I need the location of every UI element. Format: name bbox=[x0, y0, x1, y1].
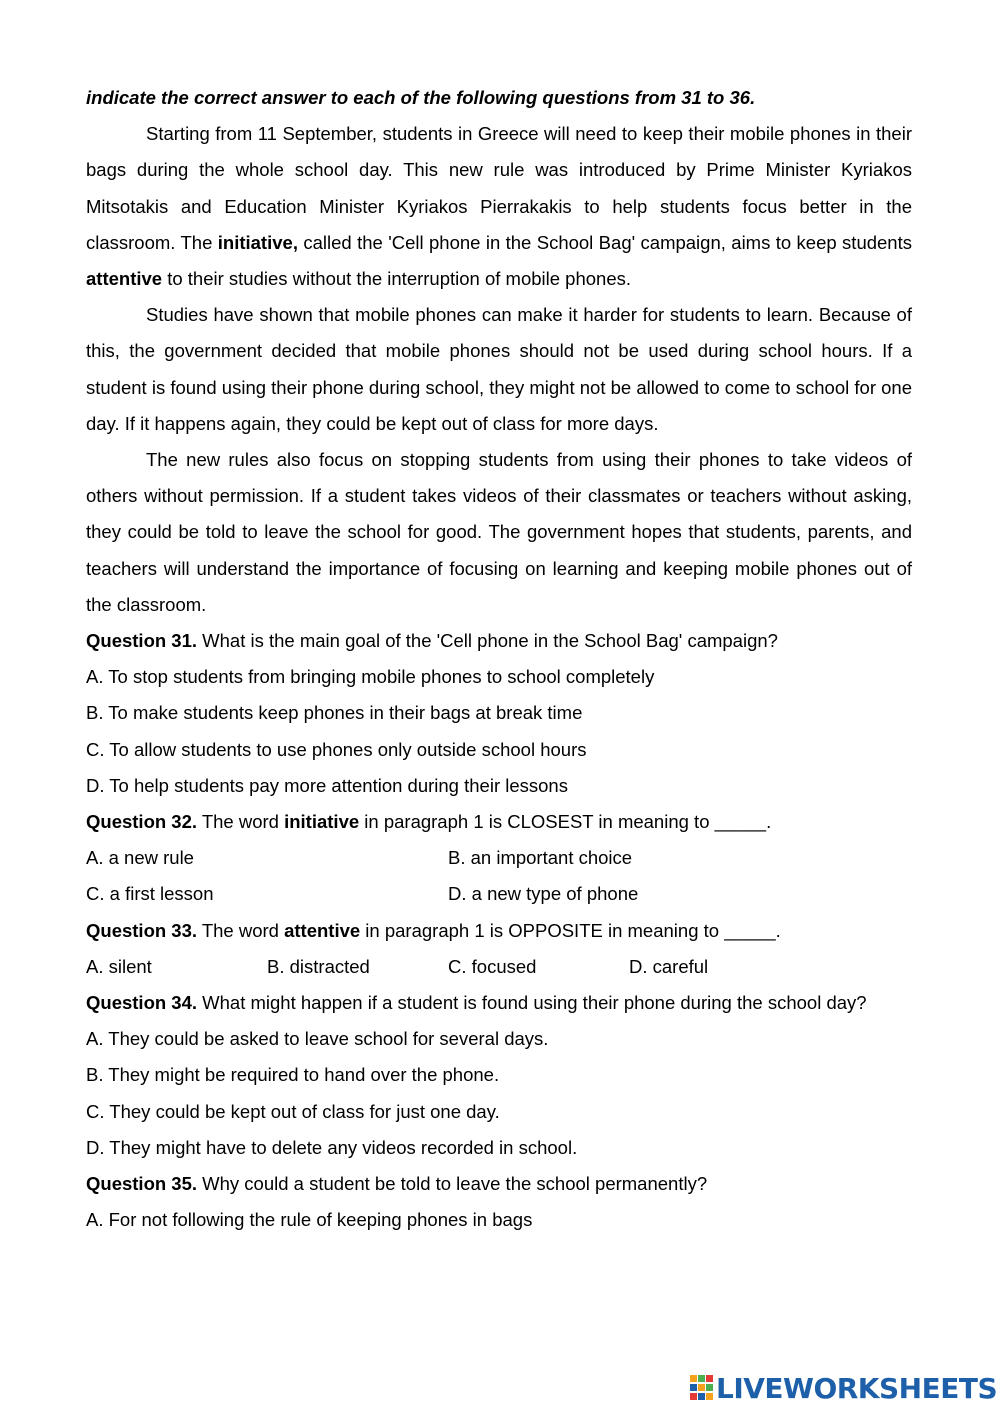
paragraph-1-text-a: Starting from 11 September, students in Greece will need to keep their mobile phones in their bags during the whole school day. This new rule was introduced by Prime Minister Kyriakos Mitsotakis and Education Minister Kyriakos Pierrakakis to help students focus better in the classroom. The bbox=[86, 123, 912, 253]
liveworksheets-logo bbox=[690, 1372, 997, 1404]
question-34 bbox=[86, 985, 912, 1021]
question-34-option-c[interactable]: C. They could be kept out of class for just one day. bbox=[86, 1100, 500, 1122]
question-31-option-b[interactable]: B. To make students keep phones in their bags at break time bbox=[86, 702, 583, 724]
question-32-option-b[interactable]: B. an important choice bbox=[448, 847, 633, 869]
paragraph-2-text: Studies have shown that mobile phones can make it harder for students to learn. Because of this, the government decided that mobile phones should not be used during school hours. If a student is found using their phone during school, they might not be allowed to come to school for one day. If it happens again, they could be kept out of class for more days. bbox=[86, 304, 912, 434]
question-32-options-row-1 bbox=[86, 840, 912, 876]
question-35 bbox=[86, 1166, 912, 1202]
question-35-option-a[interactable]: A. For not following the rule of keeping phones in bags bbox=[86, 1209, 533, 1231]
question-32-option-d[interactable]: D. a new type of phone bbox=[448, 883, 639, 905]
question-34-option-a[interactable]: A. They could be asked to leave school for several days. bbox=[86, 1028, 549, 1050]
question-33 bbox=[86, 913, 912, 949]
question-33-option-c[interactable]: C. focused bbox=[448, 955, 537, 977]
paragraph-1-text-b: called the 'Cell phone in the School Bag' campaign, aims to keep students bbox=[297, 231, 912, 253]
question-33-option-a[interactable]: A. silent bbox=[86, 955, 152, 977]
question-33-option-d[interactable]: D. careful bbox=[629, 955, 709, 977]
question-31-label: Question 31. bbox=[86, 630, 198, 652]
question-33-text-pre: The word bbox=[197, 919, 285, 941]
question-31 bbox=[86, 623, 912, 659]
question-31-option-a[interactable]: A. To stop students from bringing mobile phones to school completely bbox=[86, 666, 655, 688]
question-33-options-row bbox=[86, 949, 912, 985]
question-35-label: Question 35. bbox=[86, 1173, 198, 1195]
question-32-option-a[interactable]: A. a new rule bbox=[86, 847, 194, 869]
question-34-text: What might happen if a student is found using their phone during the school day? bbox=[197, 992, 867, 1014]
liveworksheets-logo-icon bbox=[690, 1375, 714, 1401]
passage-paragraph-2 bbox=[86, 297, 912, 442]
liveworksheets-logo-text: LIVEWORKSHEETS bbox=[716, 1371, 998, 1405]
question-32-label: Question 32. bbox=[86, 811, 198, 833]
question-34-option-b[interactable]: B. They might be required to hand over the phone. bbox=[86, 1064, 500, 1086]
question-33-text-post: in paragraph 1 is OPPOSITE in meaning to _____. bbox=[360, 919, 781, 941]
question-31-text: What is the main goal of the 'Cell phone in the School Bag' campaign? bbox=[197, 630, 778, 652]
question-32-word: initiative bbox=[284, 811, 360, 833]
question-33-word: attentive bbox=[284, 919, 361, 941]
passage-paragraph-1 bbox=[86, 116, 912, 297]
question-32-options-row-2 bbox=[86, 876, 912, 912]
question-32-option-c[interactable]: C. a first lesson bbox=[86, 883, 214, 905]
question-33-label: Question 33. bbox=[86, 919, 198, 941]
question-32 bbox=[86, 804, 912, 840]
question-34-label: Question 34. bbox=[86, 992, 198, 1014]
question-32-text-post: in paragraph 1 is CLOSEST in meaning to _____. bbox=[359, 811, 772, 833]
paragraph-1-bold-initiative: initiative, bbox=[217, 231, 298, 253]
paragraph-3-text: The new rules also focus on stopping students from using their phones to take videos of others without permission. If a student takes videos of their classmates or teachers without asking, they could be told to leave the school for good. The government hopes that students, parents, and teachers will understand the importance of focusing on learning and keeping mobile phones out of the classroom. bbox=[86, 449, 912, 615]
paragraph-1-bold-attentive: attentive bbox=[86, 268, 163, 290]
question-32-text-pre: The word bbox=[197, 811, 285, 833]
question-35-text: Why could a student be told to leave the school permanently? bbox=[197, 1173, 708, 1195]
instruction-heading: indicate the correct answer to each of the following questions from 31 to 36. bbox=[86, 87, 756, 108]
question-31-option-c[interactable]: C. To allow students to use phones only outside school hours bbox=[86, 738, 587, 760]
passage-paragraph-3 bbox=[86, 442, 912, 623]
worksheet-page bbox=[86, 80, 912, 1239]
question-34-option-d[interactable]: D. They might have to delete any videos recorded in school. bbox=[86, 1136, 578, 1158]
paragraph-1-text-c: to their studies without the interruption of mobile phones. bbox=[162, 268, 632, 290]
question-31-option-d[interactable]: D. To help students pay more attention during their lessons bbox=[86, 774, 568, 796]
question-33-option-b[interactable]: B. distracted bbox=[267, 955, 370, 977]
